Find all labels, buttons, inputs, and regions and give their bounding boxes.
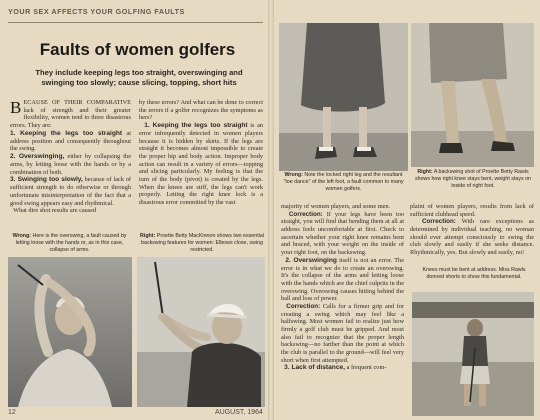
col2-item-1-heading: 1. Keeping the legs too straight bbox=[144, 122, 248, 130]
intro-text: ECAUSE OF THEIR COMPARATIVE lack of strength and their greater flexibility, women tend to three disastrous errors. They are: bbox=[10, 99, 131, 130]
text-column-1 bbox=[10, 99, 131, 234]
photo-overswing-golfer bbox=[8, 257, 132, 407]
caption-wrong-locked-leg: Wrong: Note the locked right leg and the resultant "toe dance" of the left foot, a fault common to many women golfers. bbox=[283, 172, 404, 192]
photo-locked-leg bbox=[279, 23, 408, 171]
caption-knees-bent: Knees must be bent at address. Miss Rawls donned shorts to show this fundamental. bbox=[422, 267, 526, 280]
article-subtitle: They include keeping legs too straight, overswinging and swinging too slowly; cause slicing, topping, short hits bbox=[35, 68, 243, 88]
text-column-3: majority of women players, and some men. Correction: If your legs have been too straight, you will find that bending them at all at address feels uncomfortable at first. Check to ascertain whether your right knee remains bent and braced, with your weight on the inside of your right foot, on the backswing. 2. Overswinging itself is not an error. The error is in what we do to create an overswing. It's the collapse of the arms and letting loose with the hands which are the chief culprits in the overswing. Overswing causes hitting behind the ball and loss of power. Correction: Calls for a firmer grip and for creating a swing which may feel like a halfswing. Most women fail to realize just how firmly a golf club must be gripped. And most also fail to recognize that the proper length backswing—no farther than the point at which the club is parallel to the ground—will feel very short when first attempted. 3. Lack of distance, a frequent com- bbox=[281, 203, 404, 372]
closing-text: What dire shot results are caused bbox=[13, 207, 97, 215]
caption-right-rawls: Right: A backswing shot of Proette Betty Rawls shows how right knee stays bent, weight stays on inside of right foot. bbox=[414, 169, 531, 189]
caption-wrong-overswing: Wrong: Here is the overswing, a fault caused by letting loose with the hands or, as in this case, collapse of arms. bbox=[12, 233, 127, 253]
item-1-heading: 1. Keeping the legs too straight bbox=[10, 129, 123, 137]
item-2-heading: 2. Overswinging, bbox=[10, 153, 65, 161]
text-column-4: plaint of women players, results from lack of sufficient clubhead speed. Correction: With rare exceptions as determined by individual teaching, no woman should ever attempt consciously to swing the club slowly and easily if she seeks distance. Rhythmically, yes. But slowly and easily, no! bbox=[410, 203, 534, 257]
col2-item-1-text: is an error infrequently detected in women players because it is hidden by skirts. If the legs are straight it becomes almost impossible to create the proper hip and body action. Improper body action can result in a variety of errors—topping and slicing particularly. My feeling is that the turn of the body (pivot) is created by the legs. When the knees are stiff, the legs can't work properly. Letting the right knee lock is a disastrous error committed by the vast bbox=[139, 122, 263, 207]
photo-mackinnon-backswing bbox=[137, 257, 265, 407]
item-3-heading: 3. Swinging too slowly, bbox=[10, 176, 83, 184]
gutter bbox=[268, 0, 274, 420]
dropcap: B bbox=[10, 99, 22, 117]
photo-rawls-address bbox=[412, 292, 534, 416]
item-1-text: at address position and consequently throughout the swing. bbox=[10, 129, 131, 153]
issue-date: AUGUST, 1964 bbox=[215, 409, 263, 416]
photo-rawls-backswing-legs bbox=[411, 23, 534, 167]
page-number: 12 bbox=[8, 409, 16, 416]
col2-intro: by these errors? And what can be done to correct the errors if a golfer recognizes the symptoms as hers? bbox=[139, 99, 263, 122]
item-2-text: either by collapsing the arms, by letting loose with the hands or by a combination of both. bbox=[10, 153, 131, 176]
caption-right-mackinnon: Right: Proette Betty MacKinnon shows two essential backswing features for women: Elbows close, swing restricted. bbox=[140, 233, 264, 253]
item-3-text: because of lack of sufficient strength to do otherwise or through unfortunate misinterpretation of the fact that a good swing appears easy and rhythmical. bbox=[10, 176, 131, 207]
article-title: Faults of women golfers bbox=[39, 40, 236, 59]
running-head: YOUR SEX AFFECTS YOUR GOLFING FAULTS bbox=[8, 7, 263, 23]
text-column-2 bbox=[139, 99, 263, 234]
